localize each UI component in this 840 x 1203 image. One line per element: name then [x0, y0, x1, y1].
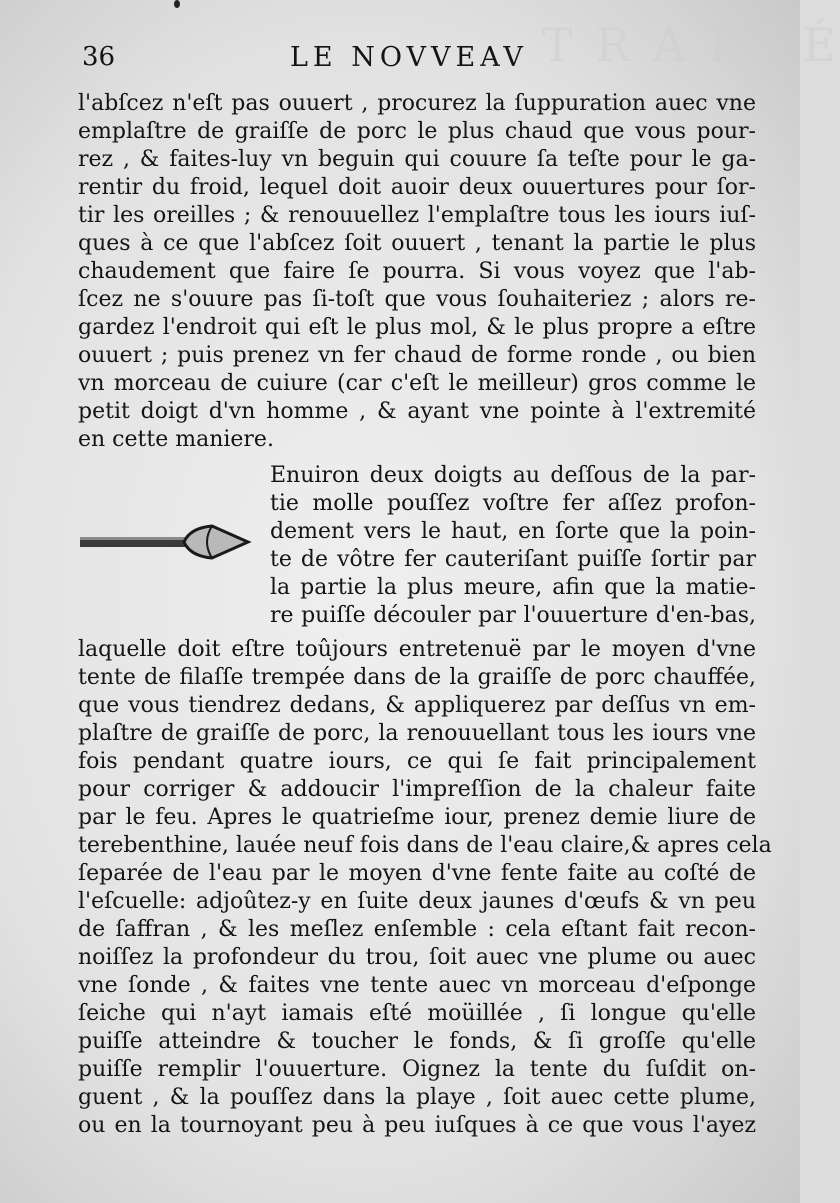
text-line: que vous tiendrez dedans, & appliquerez par deſſus vn em- — [78, 693, 756, 718]
text-line: terebenthine, lauée neuf fois dans de l'eau claire,& apres cela — [78, 833, 772, 858]
text-line: re puiſſe découler par l'ouuerture d'en-bas, — [270, 603, 756, 628]
text-line: tir les oreilles ; & renouuellez l'emplaſtre tous les iours iuſ- — [78, 203, 756, 228]
text-line: la partie la plus meure, afin que la matie- — [270, 575, 756, 600]
text-line: plaſtre de graiſſe de porc, la renouuellant tous les iours vne — [78, 721, 756, 746]
text-line: Enuiron deux doigts au deſſous de la par- — [270, 463, 756, 488]
text-line: petit doigt d'vn homme , & ayant vne pointe à l'extremité — [78, 399, 756, 424]
text-line: vn morceau de cuiure (car c'eſt le meilleur) gros comme le — [78, 371, 756, 396]
running-head: LE NOVVEAV — [290, 42, 528, 73]
text-line: rentir du froid, lequel doit auoir deux ouuertures pour ſor- — [78, 175, 756, 200]
text-line: par le feu. Apres le quatrieſme iour, prenez demie liure de — [78, 805, 756, 830]
page-number: 36 — [82, 42, 116, 72]
text-line: vne ſonde , & faites vne tente auec vn morceau d'eſponge — [78, 973, 756, 998]
text-line: dement vers le haut, en ſorte que la poin- — [270, 519, 756, 544]
text-line: en cette maniere. — [78, 427, 274, 452]
text-line: puiſſe atteindre & toucher le fonds, & ſi groſſe qu'elle — [78, 1029, 756, 1054]
text-line: chaudement que faire ſe pourra. Si vous voyez que l'ab- — [78, 259, 756, 284]
text-line: tente de filaſſe trempée dans de la graiſſe de porc chauffée, — [78, 665, 756, 690]
text-line: ques à ce que l'abſcez ſoit ouuert , tenant la partie le plus — [78, 231, 756, 256]
text-line: tie molle pouſſez voſtre fer aſſez profon- — [270, 491, 756, 516]
text-line: de ſaffran , & les meſlez enſemble : cela eſtant fait recon- — [78, 917, 756, 942]
show-through-text: T R A I T É — [541, 18, 840, 72]
text-line: l'abſcez n'eſt pas ouuert , procurez la ſuppuration auec vne — [78, 91, 756, 116]
text-line: gardez l'endroit qui eſt le plus mol, & le plus propre a eſtre — [78, 315, 756, 340]
text-line: ouuert ; puis prenez vn fer chaud de forme ronde , ou bien — [78, 343, 756, 368]
text-line: ou en la tournoyant peu à peu iuſques à ce que vous l'ayez — [78, 1113, 756, 1138]
text-line: pour corriger & addoucir l'impreſſion de la chaleur faite — [78, 777, 756, 802]
text-line: ſeiche qui n'ayt iamais eſté moüillée , ſi longue qu'elle — [78, 1001, 756, 1026]
text-line: ſcez ne s'ouure pas ſi-toſt que vous ſouhaiteriez ; alors re- — [78, 287, 756, 312]
text-line: ſeparée de l'eau par le moyen d'vne fente faite au coſté de — [78, 861, 756, 886]
text-line: emplaſtre de graiſſe de porc le plus chaud que vous pour- — [78, 119, 756, 144]
text-line: laquelle doit eſtre toûjours entretenuë par le moyen d'vne — [78, 637, 756, 662]
text-line: te de vôtre fer cauteriſant puiſſe ſortir par — [270, 547, 756, 572]
ink-blot — [174, 0, 180, 8]
text-line: noiſſez la profondeur du trou, ſoit auec vne plume ou auec — [78, 945, 756, 970]
page-header — [82, 42, 760, 82]
cautery-iron-arrow-icon — [80, 520, 250, 564]
text-line: puiſſe remplir l'ouuerture. Oignez la tente du ſuſdit on- — [78, 1057, 756, 1082]
text-line: l'eſcuelle: adjoûtez-y en ſuite deux jaunes d'œufs & vn peu — [78, 889, 756, 914]
text-line: guent , & la pouſſez dans la playe , ſoit auec cette plume, — [78, 1085, 756, 1110]
text-line: rez , & faites-luy vn beguin qui couure ſa teſte pour le ga- — [78, 147, 756, 172]
text-line: fois pendant quatre iours, ce qui ſe fait principalement — [78, 749, 756, 774]
